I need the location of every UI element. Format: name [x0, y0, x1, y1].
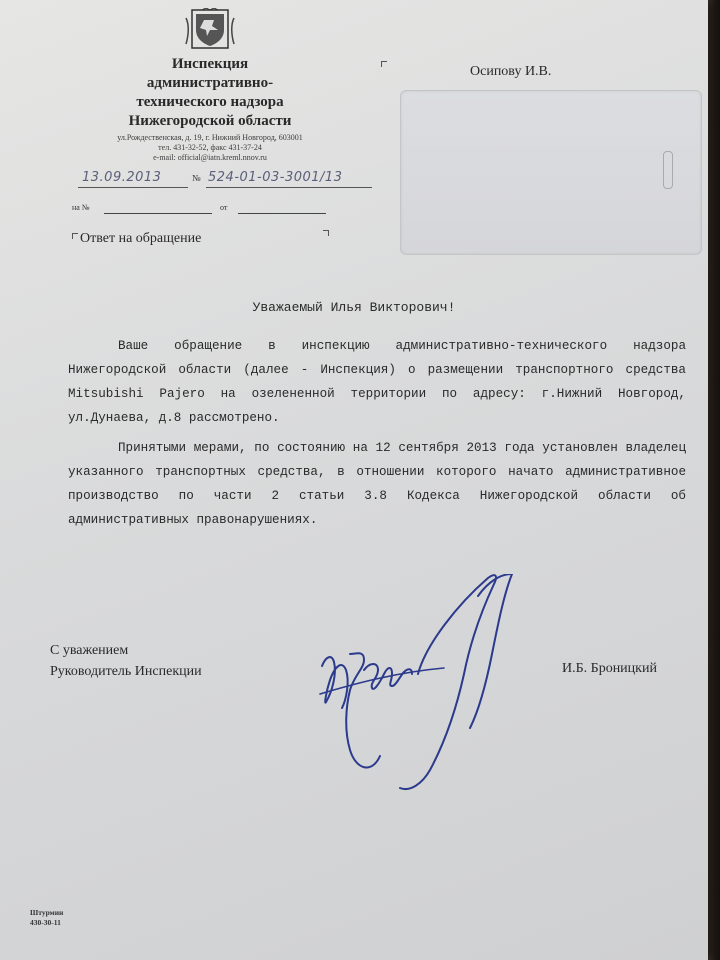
table-background	[706, 0, 720, 960]
handwritten-signature-icon	[300, 574, 540, 804]
executor-name: Штурмин	[30, 908, 64, 917]
reference-row	[72, 203, 332, 219]
org-email: e-mail: official@iatn.kreml.nnov.ru	[153, 153, 267, 162]
date-underline	[78, 187, 188, 188]
org-line: Инспекция	[171, 56, 249, 72]
letter-body	[68, 334, 686, 538]
org-line: технического надзора	[136, 94, 284, 110]
corner-mark	[72, 233, 78, 239]
closing-line: Руководитель Инспекции	[50, 664, 202, 679]
org-line: административно-	[146, 75, 274, 91]
addressee-name: Осипову И.В.	[470, 64, 552, 79]
envelope-slot	[663, 151, 673, 189]
letter-number: 524-01-03-3001/13	[208, 170, 343, 185]
body-paragraph: Ваше обращение в инспекцию административно-технического надзора Нижегородской области (далее - Инспекция) о размещении транспортного средства Mitsubishi Pajero на озелененной территории по адресу: г.Нижний Новгород, ул.Дунаева, д.8 рассмотрено.	[68, 339, 686, 425]
envelope-window	[400, 90, 702, 255]
signer-name: И.Б. Броницкий	[562, 661, 657, 676]
closing-block	[50, 640, 202, 682]
date-number-row	[72, 168, 372, 188]
ref-from-label: от	[220, 203, 228, 212]
executor-phone: 430-30-11	[30, 918, 61, 927]
letter-salutation: Уважаемый Илья Викторович!	[252, 300, 456, 315]
coat-of-arms-icon	[182, 8, 238, 50]
corner-mark	[381, 61, 387, 67]
closing-line: С уважением	[50, 643, 129, 658]
executor-footer	[30, 908, 63, 928]
org-phone: тел. 431-32-52, факс 431-37-24	[158, 143, 262, 152]
org-line: Нижегородской области	[128, 113, 292, 129]
org-address: ул.Рождественская, д. 19, г. Нижний Новгород, 603001	[117, 133, 303, 142]
organization-name	[95, 55, 325, 131]
number-label: №	[192, 173, 201, 183]
body-paragraph: Принятыми мерами, по состоянию на 12 сентября 2013 года установлен владелец указанного транспортных средства, в отношении которого начато административное производство по части 2 статьи 3.8 Кодекса Нижегородской области об административных правонарушениях.	[68, 441, 686, 527]
letter-date: 13.09.2013	[82, 170, 162, 185]
ref-number-line	[104, 213, 212, 214]
number-underline	[206, 187, 372, 188]
org-contacts	[80, 133, 340, 163]
ref-number-label: на №	[72, 203, 90, 212]
corner-mark	[323, 230, 329, 236]
ref-from-line	[238, 213, 326, 214]
letter-subject: Ответ на обращение	[80, 231, 202, 246]
